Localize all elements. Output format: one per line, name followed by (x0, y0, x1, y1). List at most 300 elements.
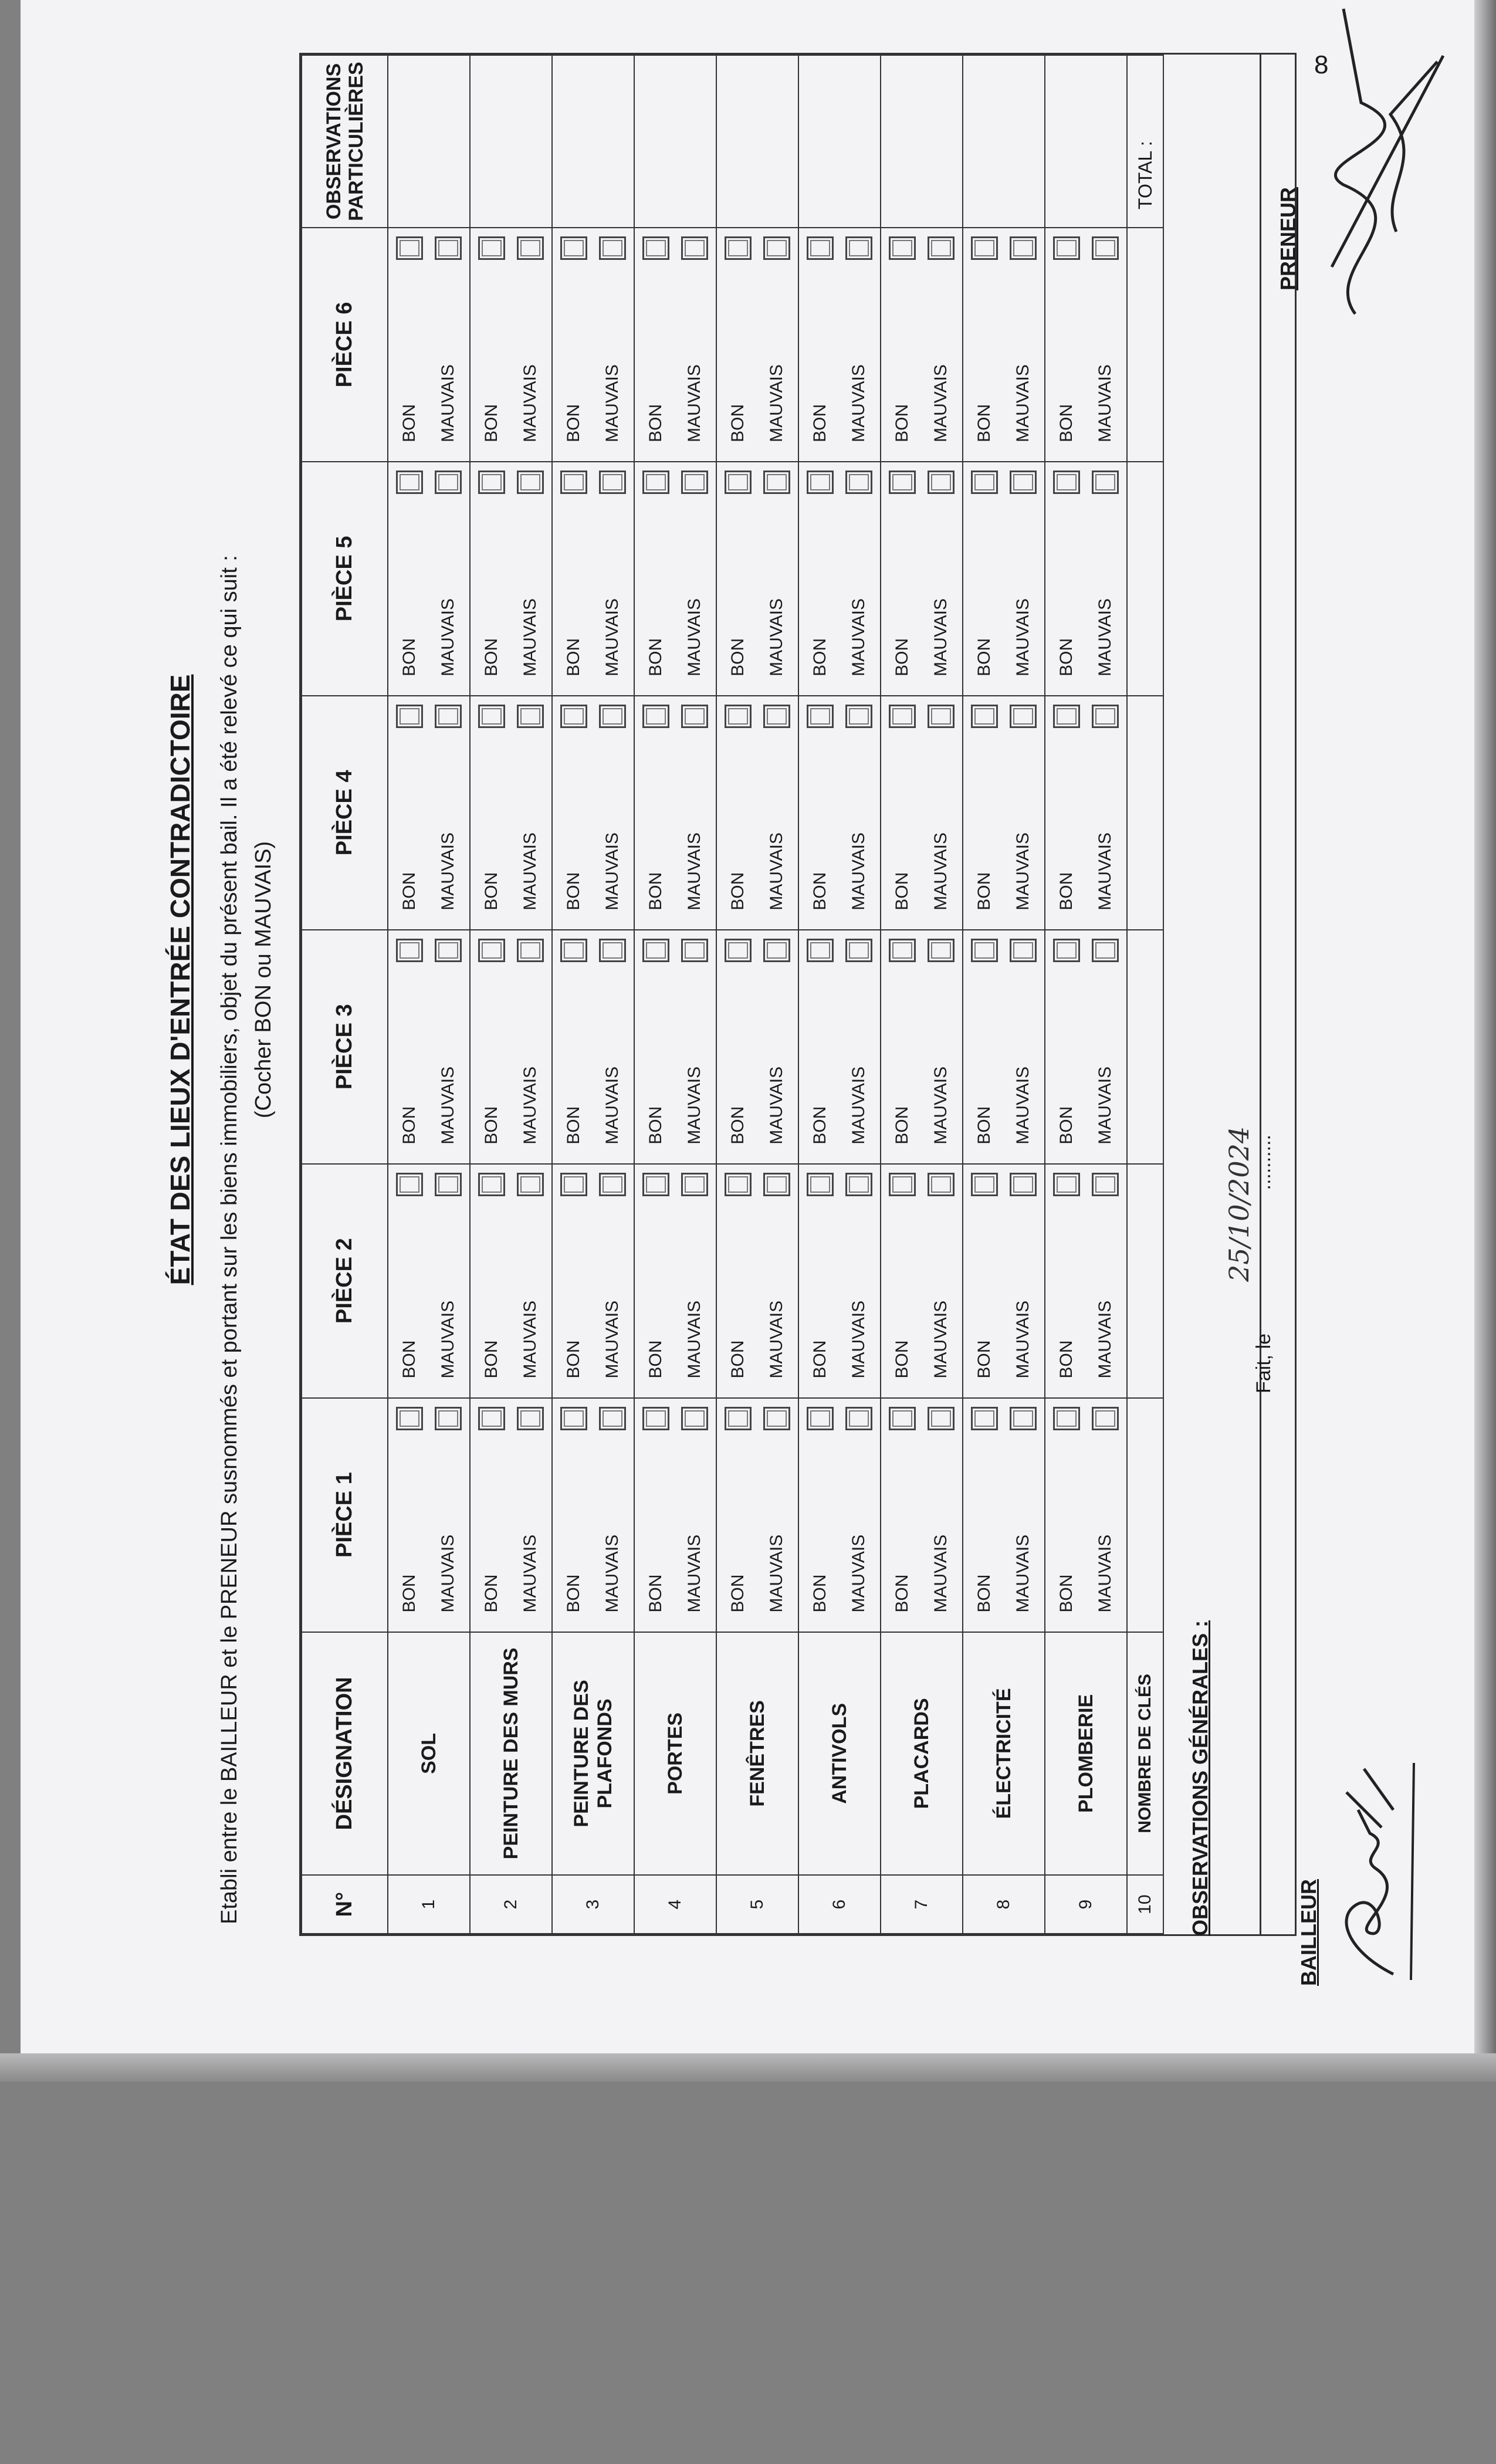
option-bad-checkbox[interactable] (763, 939, 790, 962)
option-bad-label: MAUVAIS (931, 1066, 950, 1145)
header-piece-3: PIÈCE 3 (302, 930, 388, 1164)
option-bad-checkbox[interactable] (1092, 471, 1119, 494)
option-good-checkbox[interactable] (725, 1173, 752, 1196)
table-row (634, 55, 716, 1934)
option-good (637, 462, 675, 695)
option-bad (1004, 1399, 1043, 1632)
option-good (965, 1399, 1004, 1632)
piece-2-cell (388, 1164, 470, 1398)
row-number: 8 (963, 1875, 1045, 1934)
option-good-label: BON (400, 404, 419, 442)
option-good-checkbox[interactable] (478, 939, 505, 962)
observations-cell[interactable] (716, 55, 798, 228)
option-bad-label: MAUVAIS (767, 1066, 786, 1145)
observations-cell[interactable] (388, 55, 470, 228)
piece-4-cell (470, 696, 552, 930)
option-good (719, 1399, 757, 1632)
option-bad-label: MAUVAIS (1013, 598, 1033, 676)
option-bad-label: MAUVAIS (603, 1066, 622, 1145)
option-bad-label: MAUVAIS (1013, 1300, 1033, 1379)
option-good-checkbox[interactable] (725, 236, 752, 260)
rotated-document (164, 0, 1321, 1992)
option-good-checkbox[interactable] (396, 236, 423, 260)
option-bad (1086, 228, 1125, 461)
option-bad (922, 930, 960, 1163)
option-bad-checkbox[interactable] (1092, 1173, 1119, 1196)
option-bad-checkbox[interactable] (763, 236, 790, 260)
handwritten-date: 25/10/2024 (1223, 1126, 1255, 1282)
row-designation: ANTIVOLS (798, 1632, 881, 1876)
option-good-checkbox[interactable] (725, 939, 752, 962)
piece-6-cell (881, 228, 963, 462)
option-good (719, 1165, 757, 1397)
option-good-checkbox[interactable] (1053, 1173, 1080, 1196)
option-good-checkbox[interactable] (396, 1173, 423, 1196)
option-bad-checkbox[interactable] (928, 1173, 955, 1196)
option-bad-label: MAUVAIS (685, 598, 704, 676)
option-good-checkbox[interactable] (642, 705, 669, 728)
option-bad-checkbox[interactable] (517, 939, 544, 962)
option-bad-label: MAUVAIS (931, 832, 950, 911)
option-bad-label: MAUVAIS (438, 1534, 458, 1613)
option-bad (511, 930, 550, 1163)
option-good (965, 930, 1004, 1163)
option-bad-checkbox[interactable] (845, 1173, 872, 1196)
header-piece-2: PIÈCE 2 (302, 1164, 388, 1398)
option-good-label: BON (892, 638, 912, 676)
option-good-label: BON (646, 872, 665, 911)
option-good-checkbox[interactable] (560, 1407, 587, 1430)
option-good-checkbox[interactable] (560, 705, 587, 728)
option-bad-checkbox[interactable] (928, 236, 955, 260)
option-bad-checkbox[interactable] (435, 1173, 462, 1196)
option-bad-label: MAUVAIS (767, 832, 786, 911)
option-good-label: BON (892, 1106, 912, 1145)
option-good-checkbox[interactable] (396, 471, 423, 494)
option-bad (1086, 930, 1125, 1163)
option-good-label: BON (482, 1574, 501, 1613)
option-bad-label: MAUVAIS (685, 1066, 704, 1145)
option-good-label: BON (646, 404, 665, 442)
option-bad-checkbox[interactable] (517, 471, 544, 494)
option-bad-label: MAUVAIS (1013, 832, 1033, 911)
option-good-checkbox[interactable] (1053, 705, 1080, 728)
option-good-checkbox[interactable] (971, 705, 998, 728)
observations-cell[interactable] (798, 55, 881, 228)
piece-2-cell (470, 1164, 552, 1398)
option-bad-label: MAUVAIS (767, 1534, 786, 1613)
option-bad (757, 228, 796, 461)
option-bad-label: MAUVAIS (603, 598, 622, 676)
option-good-checkbox[interactable] (971, 236, 998, 260)
option-bad (675, 1165, 714, 1397)
option-bad-checkbox[interactable] (599, 471, 626, 494)
option-bad-checkbox[interactable] (845, 939, 872, 962)
piece-1-cell (716, 1398, 798, 1632)
option-good (472, 930, 511, 1163)
option-bad-checkbox[interactable] (435, 939, 462, 962)
option-good-label: BON (810, 872, 830, 911)
keys-piece-4-cell[interactable] (1127, 696, 1163, 930)
option-good-label: BON (646, 1340, 665, 1379)
piece-1-cell (634, 1398, 716, 1632)
piece-5-cell (388, 462, 470, 696)
option-bad (840, 228, 878, 461)
option-good-checkbox[interactable] (478, 1407, 505, 1430)
option-good-checkbox[interactable] (396, 1407, 423, 1430)
option-bad-label: MAUVAIS (438, 832, 458, 911)
table-row (388, 55, 470, 1934)
keys-piece-1-cell[interactable] (1127, 1398, 1163, 1632)
option-bad-label: MAUVAIS (438, 598, 458, 676)
option-bad-checkbox[interactable] (681, 1173, 708, 1196)
option-bad (675, 1399, 714, 1632)
observations-cell[interactable] (881, 55, 963, 228)
option-bad-checkbox[interactable] (517, 236, 544, 260)
option-good-label: BON (482, 638, 501, 676)
option-good-label: BON (892, 404, 912, 442)
option-good-checkbox[interactable] (971, 1407, 998, 1430)
option-good (801, 1399, 840, 1632)
option-bad-checkbox[interactable] (928, 705, 955, 728)
option-good-label: BON (400, 1340, 419, 1379)
piece-6-cell (388, 228, 470, 462)
option-bad-checkbox[interactable] (599, 1407, 626, 1430)
option-bad-label: MAUVAIS (849, 598, 868, 676)
option-good-checkbox[interactable] (1053, 471, 1080, 494)
option-bad-checkbox[interactable] (599, 236, 626, 260)
option-bad-checkbox[interactable] (763, 471, 790, 494)
option-good-checkbox[interactable] (478, 1173, 505, 1196)
option-bad (1004, 228, 1043, 461)
option-good-checkbox[interactable] (1053, 939, 1080, 962)
option-good-label: BON (400, 1106, 419, 1145)
piece-4-cell (1045, 696, 1127, 930)
option-bad-label: MAUVAIS (1095, 832, 1115, 911)
option-good-checkbox[interactable] (478, 471, 505, 494)
option-good-checkbox[interactable] (807, 705, 834, 728)
option-good-checkbox[interactable] (807, 1173, 834, 1196)
piece-4-cell (881, 696, 963, 930)
option-good-checkbox[interactable] (725, 471, 752, 494)
option-bad-checkbox[interactable] (1092, 1407, 1119, 1430)
option-good-checkbox[interactable] (560, 1173, 587, 1196)
option-good-checkbox[interactable] (807, 939, 834, 962)
option-bad (1004, 696, 1043, 929)
option-good-checkbox[interactable] (478, 705, 505, 728)
option-good-checkbox[interactable] (889, 939, 916, 962)
table-row (470, 55, 552, 1934)
option-good-checkbox[interactable] (725, 705, 752, 728)
option-bad-label: MAUVAIS (1095, 1300, 1115, 1379)
option-bad-label: MAUVAIS (1013, 364, 1033, 442)
option-bad (757, 1399, 796, 1632)
option-good-checkbox[interactable] (807, 471, 834, 494)
option-bad-checkbox[interactable] (763, 705, 790, 728)
piece-1-cell (388, 1398, 470, 1632)
piece-2-cell (963, 1164, 1045, 1398)
piece-2-cell (552, 1164, 634, 1398)
option-bad-checkbox[interactable] (1010, 1407, 1037, 1430)
option-good (472, 228, 511, 461)
option-bad-checkbox[interactable] (763, 1173, 790, 1196)
option-bad-label: MAUVAIS (931, 1534, 950, 1613)
option-good-checkbox[interactable] (725, 1407, 752, 1430)
observations-cell[interactable] (963, 55, 1045, 228)
option-bad-checkbox[interactable] (1010, 471, 1037, 494)
option-bad-checkbox[interactable] (517, 1407, 544, 1430)
option-bad-label: MAUVAIS (931, 598, 950, 676)
option-bad-checkbox[interactable] (681, 471, 708, 494)
option-bad-label: MAUVAIS (603, 832, 622, 911)
option-good-checkbox[interactable] (889, 705, 916, 728)
piece-2-cell (634, 1164, 716, 1398)
option-good-checkbox[interactable] (889, 471, 916, 494)
option-good-label: BON (400, 638, 419, 676)
option-good (719, 930, 757, 1163)
option-good (883, 1165, 922, 1397)
option-good-checkbox[interactable] (642, 939, 669, 962)
option-good (554, 1165, 593, 1397)
lessor-label: BAILLEUR (1297, 1879, 1321, 1986)
option-good-label: BON (482, 404, 501, 442)
option-bad-label: MAUVAIS (603, 1534, 622, 1613)
option-bad-checkbox[interactable] (1010, 939, 1037, 962)
option-good-label: BON (810, 638, 830, 676)
option-bad-checkbox[interactable] (517, 1173, 544, 1196)
header-num: N° (302, 1875, 388, 1934)
piece-6-cell (716, 228, 798, 462)
option-good-checkbox[interactable] (1053, 1407, 1080, 1430)
observations-cell[interactable] (470, 55, 552, 228)
piece-6-cell (798, 228, 881, 462)
option-bad-checkbox[interactable] (1010, 236, 1037, 260)
option-good-checkbox[interactable] (642, 1173, 669, 1196)
option-bad-checkbox[interactable] (599, 939, 626, 962)
option-good (390, 1399, 429, 1632)
option-good-label: BON (728, 1340, 747, 1379)
keys-piece-5-cell[interactable] (1127, 462, 1163, 696)
option-good-checkbox[interactable] (396, 939, 423, 962)
option-good-label: BON (400, 872, 419, 911)
option-good-label: BON (974, 404, 994, 442)
option-good (637, 1165, 675, 1397)
option-good (472, 1399, 511, 1632)
keys-piece-3-cell[interactable] (1127, 930, 1163, 1164)
option-good-checkbox[interactable] (889, 1407, 916, 1430)
option-bad (922, 1399, 960, 1632)
piece-1-cell (798, 1398, 881, 1632)
option-good (1047, 930, 1086, 1163)
option-bad-checkbox[interactable] (435, 1407, 462, 1430)
observations-cell[interactable] (634, 55, 716, 228)
option-good-checkbox[interactable] (971, 1173, 998, 1196)
piece-3-cell (1045, 930, 1127, 1164)
header-piece-6: PIÈCE 6 (302, 228, 388, 462)
inspection-grid (301, 55, 1164, 1934)
option-good (637, 930, 675, 1163)
option-good (472, 1165, 511, 1397)
option-good-checkbox[interactable] (642, 1407, 669, 1430)
option-bad (757, 462, 796, 695)
option-good-label: BON (564, 872, 583, 911)
option-good (472, 696, 511, 929)
option-bad-label: MAUVAIS (520, 832, 540, 911)
piece-6-cell (963, 228, 1045, 462)
option-bad (429, 1165, 468, 1397)
option-bad-checkbox[interactable] (845, 236, 872, 260)
option-bad-checkbox[interactable] (681, 705, 708, 728)
piece-5-cell (470, 462, 552, 696)
piece-5-cell (552, 462, 634, 696)
option-bad (922, 462, 960, 695)
row-number: 4 (634, 1875, 716, 1934)
option-bad-checkbox[interactable] (1010, 705, 1037, 728)
option-good-label: BON (646, 1574, 665, 1613)
row-number: 9 (1045, 1875, 1127, 1934)
option-bad-label: MAUVAIS (767, 364, 786, 442)
option-bad (840, 1165, 878, 1397)
option-bad-checkbox[interactable] (763, 1407, 790, 1430)
option-bad-label: MAUVAIS (438, 364, 458, 442)
option-good-checkbox[interactable] (807, 236, 834, 260)
option-bad-label: MAUVAIS (438, 1066, 458, 1145)
option-bad-checkbox[interactable] (435, 471, 462, 494)
piece-1-cell (963, 1398, 1045, 1632)
option-bad-label: MAUVAIS (849, 1300, 868, 1379)
option-good-checkbox[interactable] (642, 471, 669, 494)
option-good (965, 696, 1004, 929)
option-bad-checkbox[interactable] (928, 939, 955, 962)
option-good (883, 930, 922, 1163)
option-bad-label: MAUVAIS (931, 364, 950, 442)
option-bad (840, 462, 878, 695)
option-bad-label: MAUVAIS (520, 598, 540, 676)
option-bad-checkbox[interactable] (1092, 939, 1119, 962)
option-bad-checkbox[interactable] (845, 471, 872, 494)
option-good-checkbox[interactable] (889, 236, 916, 260)
piece-6-cell (470, 228, 552, 462)
header-piece-1: PIÈCE 1 (302, 1398, 388, 1632)
option-bad (429, 228, 468, 461)
table-row (1045, 55, 1127, 1934)
option-bad (675, 930, 714, 1163)
observations-cell[interactable] (552, 55, 634, 228)
piece-5-cell (963, 462, 1045, 696)
option-bad-checkbox[interactable] (1010, 1173, 1037, 1196)
row-designation: SOL (388, 1632, 470, 1876)
keys-row (1127, 55, 1163, 1934)
option-good-label: BON (974, 1340, 994, 1379)
option-bad (593, 696, 632, 929)
piece-3-cell (388, 930, 470, 1164)
option-good-checkbox[interactable] (807, 1407, 834, 1430)
option-bad (1086, 1399, 1125, 1632)
option-good-checkbox[interactable] (560, 236, 587, 260)
option-bad (511, 696, 550, 929)
keys-piece-2-cell[interactable] (1127, 1164, 1163, 1398)
option-bad-label: MAUVAIS (685, 832, 704, 911)
option-bad-checkbox[interactable] (517, 705, 544, 728)
option-good-label: BON (728, 638, 747, 676)
option-bad-label: MAUVAIS (520, 364, 540, 442)
piece-5-cell (634, 462, 716, 696)
option-bad-checkbox[interactable] (928, 1407, 955, 1430)
row-number: 5 (716, 1875, 798, 1934)
option-good-checkbox[interactable] (971, 939, 998, 962)
table-row (552, 55, 634, 1934)
lessor-signature-image (1323, 1739, 1423, 1986)
option-good (637, 228, 675, 461)
piece-4-cell (963, 696, 1045, 930)
option-good-label: BON (1057, 1340, 1076, 1379)
option-good (965, 1165, 1004, 1397)
option-good-checkbox[interactable] (396, 705, 423, 728)
option-bad (429, 1399, 468, 1632)
option-good (883, 696, 922, 929)
option-bad (511, 1165, 550, 1397)
option-good-checkbox[interactable] (478, 236, 505, 260)
row-designation: FENÊTRES (716, 1632, 798, 1876)
row-designation: PEINTURE DES MURS (470, 1632, 552, 1876)
option-bad-checkbox[interactable] (599, 705, 626, 728)
option-bad-checkbox[interactable] (435, 236, 462, 260)
option-bad (675, 228, 714, 461)
option-bad (1086, 1165, 1125, 1397)
option-bad (511, 228, 550, 461)
option-bad-checkbox[interactable] (599, 1173, 626, 1196)
option-bad-label: MAUVAIS (685, 364, 704, 442)
option-good-checkbox[interactable] (560, 471, 587, 494)
option-bad-checkbox[interactable] (928, 471, 955, 494)
option-bad-checkbox[interactable] (435, 705, 462, 728)
option-good (965, 228, 1004, 461)
option-bad-checkbox[interactable] (845, 1407, 872, 1430)
date-dots: .......... (1253, 1135, 1275, 1190)
piece-3-cell (552, 930, 634, 1164)
observations-cell[interactable] (1045, 55, 1127, 228)
option-good (719, 228, 757, 461)
piece-3-cell (881, 930, 963, 1164)
option-bad-checkbox[interactable] (1092, 705, 1119, 728)
row-designation: ÉLECTRICITÉ (963, 1632, 1045, 1876)
option-bad-checkbox[interactable] (681, 939, 708, 962)
option-bad-checkbox[interactable] (681, 236, 708, 260)
option-good-label: BON (564, 1574, 583, 1613)
option-good-checkbox[interactable] (642, 236, 669, 260)
row-designation: PEINTURE DES PLAFONDS (552, 1632, 634, 1876)
option-bad (429, 930, 468, 1163)
table-row (881, 55, 963, 1934)
keys-piece-6-cell[interactable] (1127, 228, 1163, 462)
row-number: 1 (388, 1875, 470, 1934)
option-bad (593, 228, 632, 461)
option-good-checkbox[interactable] (889, 1173, 916, 1196)
option-good-checkbox[interactable] (971, 471, 998, 494)
option-bad (1004, 930, 1043, 1163)
intro-text: Etabli entre le BAILLEUR et le PRENEUR susnommés et portant sur les biens immobiliers, objet du présent bail. Il a été relevé ce qui suit : (217, 555, 242, 1924)
option-good (965, 462, 1004, 695)
option-bad-checkbox[interactable] (681, 1407, 708, 1430)
option-bad-checkbox[interactable] (845, 705, 872, 728)
option-bad-label: MAUVAIS (1095, 1534, 1115, 1613)
option-bad-checkbox[interactable] (1092, 236, 1119, 260)
option-good-checkbox[interactable] (1053, 236, 1080, 260)
option-good-checkbox[interactable] (560, 939, 587, 962)
tenant-label: PRENEUR (1276, 187, 1300, 290)
header-designation: DÉSIGNATION (302, 1632, 388, 1876)
row-number: 6 (798, 1875, 881, 1934)
